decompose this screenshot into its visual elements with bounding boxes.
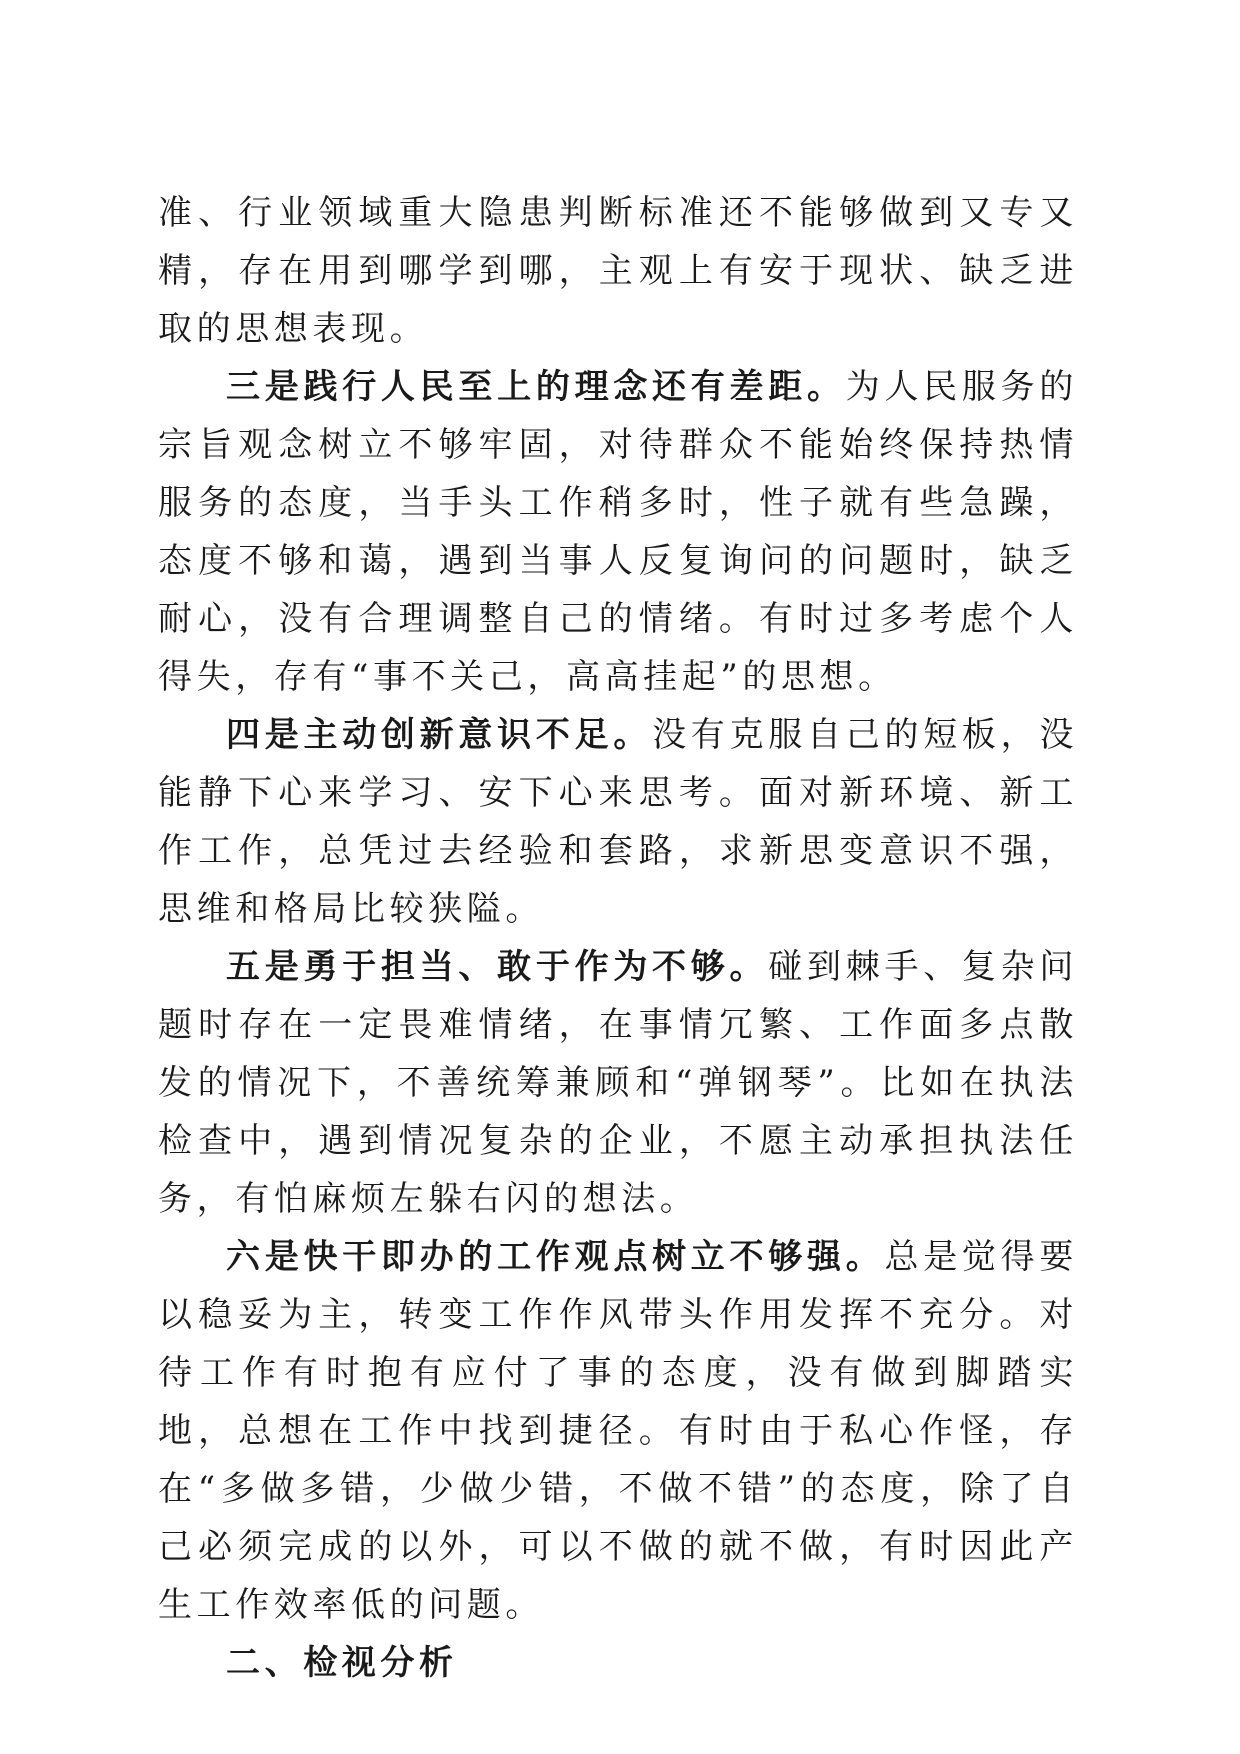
- paragraph-point-six: [158, 1228, 1078, 1634]
- paragraph-lead: 五是勇于担当、敢于作为不够。: [226, 947, 769, 987]
- paragraph-point-three: [158, 358, 1078, 706]
- paragraph-lead: 三是践行人民至上的理念还有差距。: [226, 367, 846, 407]
- paragraph-continuation: [158, 184, 1078, 358]
- paragraph-point-five: [158, 938, 1078, 1228]
- section-heading: 二、检视分析: [226, 1643, 458, 1683]
- paragraph-point-four: [158, 706, 1078, 938]
- paragraph-text: 总是觉得要以稳妥为主，转变工作作风带头作用发挥不充分。对待工作有时抱有应付了事的态度，没有做到脚踏实地，总想在工作中找到捷径。有时由于私心作怪，存在“多做多错，少做少错，不做不错”的态度，除了自己必须完成的以外，可以不做的就不做，有时因此产生工作效率低的问题。: [158, 1237, 1079, 1625]
- paragraph-text: 没有克服自己的短板，没能静下心来学习、安下心来思考。面对新环境、新工作工作，总凭过去经验和套路，求新思变意识不强，思维和格局比较狭隘。: [158, 715, 1078, 929]
- paragraph-text: 准、行业领域重大隐患判断标准还不能够做到又专又精，存在用到哪学到哪，主观上有安于现状、缺乏进取的思想表现。: [158, 193, 1078, 349]
- document-body: [158, 184, 1078, 1692]
- paragraph-lead: 六是快干即办的工作观点树立不够强。: [226, 1237, 885, 1277]
- paragraph-text: 为人民服务的宗旨观念树立不够牢固，对待群众不能始终保持热情服务的态度，当手头工作稍多时，性子就有些急躁，态度不够和蔼，遇到当事人反复询问的问题时，缺乏耐心，没有合理调整自己的情绪。有时过多考虑个人得失，存有“事不关己，高高挂起”的思想。: [158, 367, 1078, 697]
- paragraph-text: 碰到棘手、复杂问题时存在一定畏难情绪，在事情冗繁、工作面多点散发的情况下，不善统筹兼顾和“弹钢琴”。比如在执法检查中，遇到情况复杂的企业，不愿主动承担执法任务，有怕麻烦左躲右闪的想法。: [158, 947, 1078, 1219]
- paragraph-lead: 四是主动创新意识不足。: [226, 715, 653, 755]
